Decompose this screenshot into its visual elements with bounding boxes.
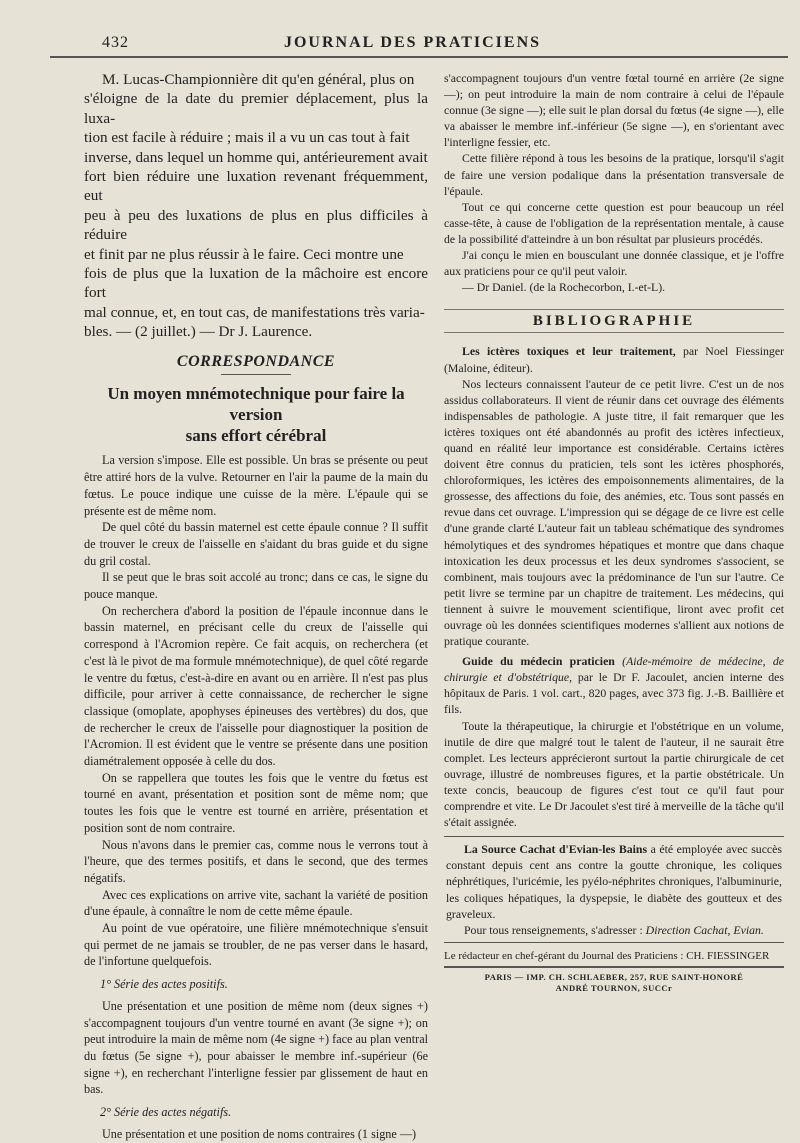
book-author: par le Dr F. Jacoulet, ancien interne des hôpitaux de Paris. 1 vol. cart., 820 pages, avec 373 fig. J.-B. Baillière et fils. xyxy=(444,670,784,717)
book-title: Guide du médecin praticien xyxy=(462,654,615,669)
book-subtitle: (Aide-mémoire de médecine, de chirurgie et d'obstétrique, xyxy=(444,654,784,685)
paragraph: Cette filière répond à tous les besoins de la pratique, lorsqu'il s'agit de faire une version podalique dans la présentation transversale de l'épaule. xyxy=(444,151,784,198)
book-entry-1 xyxy=(444,343,784,375)
advertisement xyxy=(444,836,784,943)
intro-line: inverse, dans lequel un homme qui, antérieurement avait xyxy=(84,148,428,166)
editor-line: Le rédacteur en chef-gérant du Journal des Praticiens : CH. FIESSINGER xyxy=(444,948,784,968)
book-title: Les ictères toxiques et leur traitement, xyxy=(462,344,676,359)
page-number: 432 xyxy=(102,34,129,51)
intro-line: s'éloigne de la date du premier déplacement, plus la luxa- xyxy=(84,90,428,127)
paragraph: On se rappellera que toutes les fois que le ventre du fœtus est tourné en avant, présentation et position sont de même nom; que toutes les fois que le ventre est tourné en arrière, présentation et position sont de nom contraire. xyxy=(84,770,428,835)
signature: — Dr Daniel. (de la Rochecorbon, I.-et-L). xyxy=(462,280,666,295)
paragraph: De quel côté du bassin maternel est cette épaule connue ? Il suffit de trouver le creux de l'aisselle en s'aidant du bras guide et du signe du gril costal. xyxy=(84,520,428,568)
ad-text: a été employée avec succès constant depuis cent ans contre la goutte chronique, les coliques néphrétiques, l'uricémie, les pyélo-néphrites chroniques, l'albuminurie, les coliques hépatiques, la dyspepsie, le diabète des goutteux et des graveleux. xyxy=(446,842,782,921)
book-author: par Noel Fiessinger (Maloine, éditeur). xyxy=(444,344,784,375)
paragraph: Au point de vue opératoire, une filière mnémotechnique s'ensuit qui permet de ne jamais se troubler, de ne pas verser dans le hasard, de l'infortune quelquefois. xyxy=(84,921,428,969)
paragraph: s'accompagnent toujours d'un ventre fœtal tourné en arrière (2e signe —); on peut introduire la main de nom contraire à celui de l'épaule connue (3e signe —); elle suit le plan dorsal du fœtus (4e signe —), elle va abaisser le membre inf.-inférieur (5e signe —), en s'orientant avec l'interligne fessier, etc. xyxy=(444,71,784,150)
page-header xyxy=(40,32,785,54)
intro-line: M. Lucas-Championnière dit qu'en général, plus on xyxy=(102,71,415,88)
paragraph: Une présentation et une position de noms contraires (1 signe —) xyxy=(102,1126,417,1141)
book-entry-2 xyxy=(444,653,784,717)
section-rule xyxy=(221,374,291,375)
bibliography-title: BIBLIOGRAPHIE xyxy=(444,309,784,333)
paragraph: Une présentation et une position de même nom (deux signes +) s'accompagnent toujours d'un ventre tourné en avant (3e signe +); on peut introduire la main de même nom (4e signe +) face au plan ventral du fœtus (5e signe +), pour abaisser le membre inf.-supérieur (6e signe +), en recherchant l'interligne fessier par glissement de haut en bas. xyxy=(84,998,428,1097)
intro-line: mal connue, et, en tout cas, de manifestations très varia- xyxy=(84,303,425,321)
subheading-negative: 2° Série des actes négatifs. xyxy=(100,1105,232,1120)
header-rule xyxy=(50,56,788,58)
paragraph: Nos lecteurs connaissent l'auteur de ce petit livre. C'est un de nos assidus collaborateurs. Il vient de réunir dans cet ouvrage des éléments indispensables de pathologie. A juste titre, il fait remarquer que les ictères toxiques ont été abandonnés au profit des ictères infectieux, quand en réalité leur importance est considérable. Certains ictères doivent être connus du praticien, tels sont les ictères phosphorés, chloroformiques, les ictères des empoisonnements alimentaires, de la grossesse, des affections du foie, des anémies, etc. Tous sont passés en revue dans cet ouvrage. L'impression qui se dégage de ce livre est celle d'une grande clarté L'auteur fait un tableau schématique des syndromes hémolytiques et des syndromes hépatiques et montre que dans chaque intoxication les deux processus et les deux syndromes s'associent, se combinent, mais toujours avec la prédominance de l'un sur l'autre. Ce petit livre se termine par un chapitre de traitement. Les médecins, qui tiennent à suivre le mouvement scientifique, liront avec profit cet ouvrage où les données scientifiques modernes s'allient aux notions de pratique courante. xyxy=(444,376,784,649)
paragraph: La version s'impose. Elle est possible. Un bras se présente ou peut être attiré hors de la vulve. Retourner en l'air la paume de la main du fœtus. Le pouce indique une cuisse de la mère. L'épaule qui se présente est de même nom. xyxy=(84,453,428,518)
article-title-line: Un moyen mnémotechnique pour faire la version xyxy=(107,384,405,425)
journal-title: JOURNAL DES PRATICIENS xyxy=(283,34,542,51)
section-title: CORRESPONDANCE xyxy=(176,352,336,370)
imprint-line: PARIS — IMP. CH. SCHLAEBER, 257, RUE SAINT-HONORÉ xyxy=(484,971,744,982)
paragraph: Nous n'avons dans le premier cas, comme nous le verrons tout à l'heure, que des termes positifs, et dans le second, que des termes négatifs. xyxy=(84,837,428,885)
paragraph: J'ai conçu le mien en bousculant une donnée classique, et je l'offre aux praticiens pour ce qu'il peut valoir. xyxy=(444,248,784,279)
subheading-positive: 1° Série des actes positifs. xyxy=(100,977,228,992)
intro-line: et finit par ne plus réussir à le faire. Ceci montre une xyxy=(84,245,404,263)
paragraph: Toute la thérapeutique, la chirurgie et l'obstétrique en un volume, inutile de dire que malgré tout le talent de l'auteur, il ne saurait être complet. Les lecteurs apprécieront surtout la partie chirurgicale de cet ouvrage, illustré de nombreuses figures, et la partie obstétricale. Un texte concis, beaucoup de figures c'est tout ce qu'il faut pour comprendre et vite. Le Dr Jacoulet s'est tiré à merveille de la tâche qu'il s'était assignée. xyxy=(444,718,784,830)
paragraph: Tout ce qui concerne cette question est pour beaucoup un réel casse-tête, à cause de l'obligation de la représentation mentale, à cause de la possibilité d'atteindre à un bon résultat par plusieurs procédés. xyxy=(444,199,784,246)
intro-line: bles. — (2 juillet.) — Dr J. Laurence. xyxy=(84,323,313,341)
intro-paragraph xyxy=(84,70,428,342)
paragraph: Il se peut que le bras soit accolé au tronc; dans ce cas, le signe du pouce manque. xyxy=(84,570,428,602)
article-title-line: sans effort cérébral xyxy=(185,426,327,446)
ad-title: La Source Cachat d'Evian-les Bains xyxy=(464,842,648,857)
article-title xyxy=(84,383,428,446)
right-column xyxy=(444,70,784,994)
paragraph: Avec ces explications on arrive vite, sachant la variété de position d'une épaule, à connaître le nom de cette même épaule. xyxy=(84,887,428,919)
ad-contact-label: Pour tous renseignements, s'adresser : xyxy=(464,922,646,937)
paragraph: On recherchera d'abord la position de l'épaule inconnue dans le bassin maternel, en précisant celle du creux de l'aisselle qui correspond à l'Acromion repère. Ce fait acquis, on recherchera (et c'est là le pivot de ma formule mnémotechnique), de quel côté regarde le ventre du fœtus, c'est-à-dire en avant ou en arrière. Il n'est pas plus difficile, pour arriver à cette connaissance, de rechercher le signe classique (omoplate, apophyses épineuses des vertèbres) du dos, que de rechercher le creux de l'aisselle pour diagnostiquer la position de l'Acromion. Il est évident que le ventre se présente dans une position diamétralement opposée à celle du dos. xyxy=(84,603,428,769)
imprint-line: ANDRÉ TOURNON, SUCCr xyxy=(555,982,673,993)
intro-line: tion est facile à réduire ; mais il a vu un cas tout à fait xyxy=(84,129,410,147)
intro-line: peu à peu des luxations de plus en plus difficiles à réduire xyxy=(84,206,428,244)
left-column xyxy=(84,70,428,1143)
intro-line: fort bien réduire une luxation revenant fréquemment, eut xyxy=(84,168,428,205)
intro-line: fois de plus que la luxation de la mâchoire est encore fort xyxy=(84,265,428,302)
ad-contact: Direction Cachat, Evian. xyxy=(645,922,764,937)
